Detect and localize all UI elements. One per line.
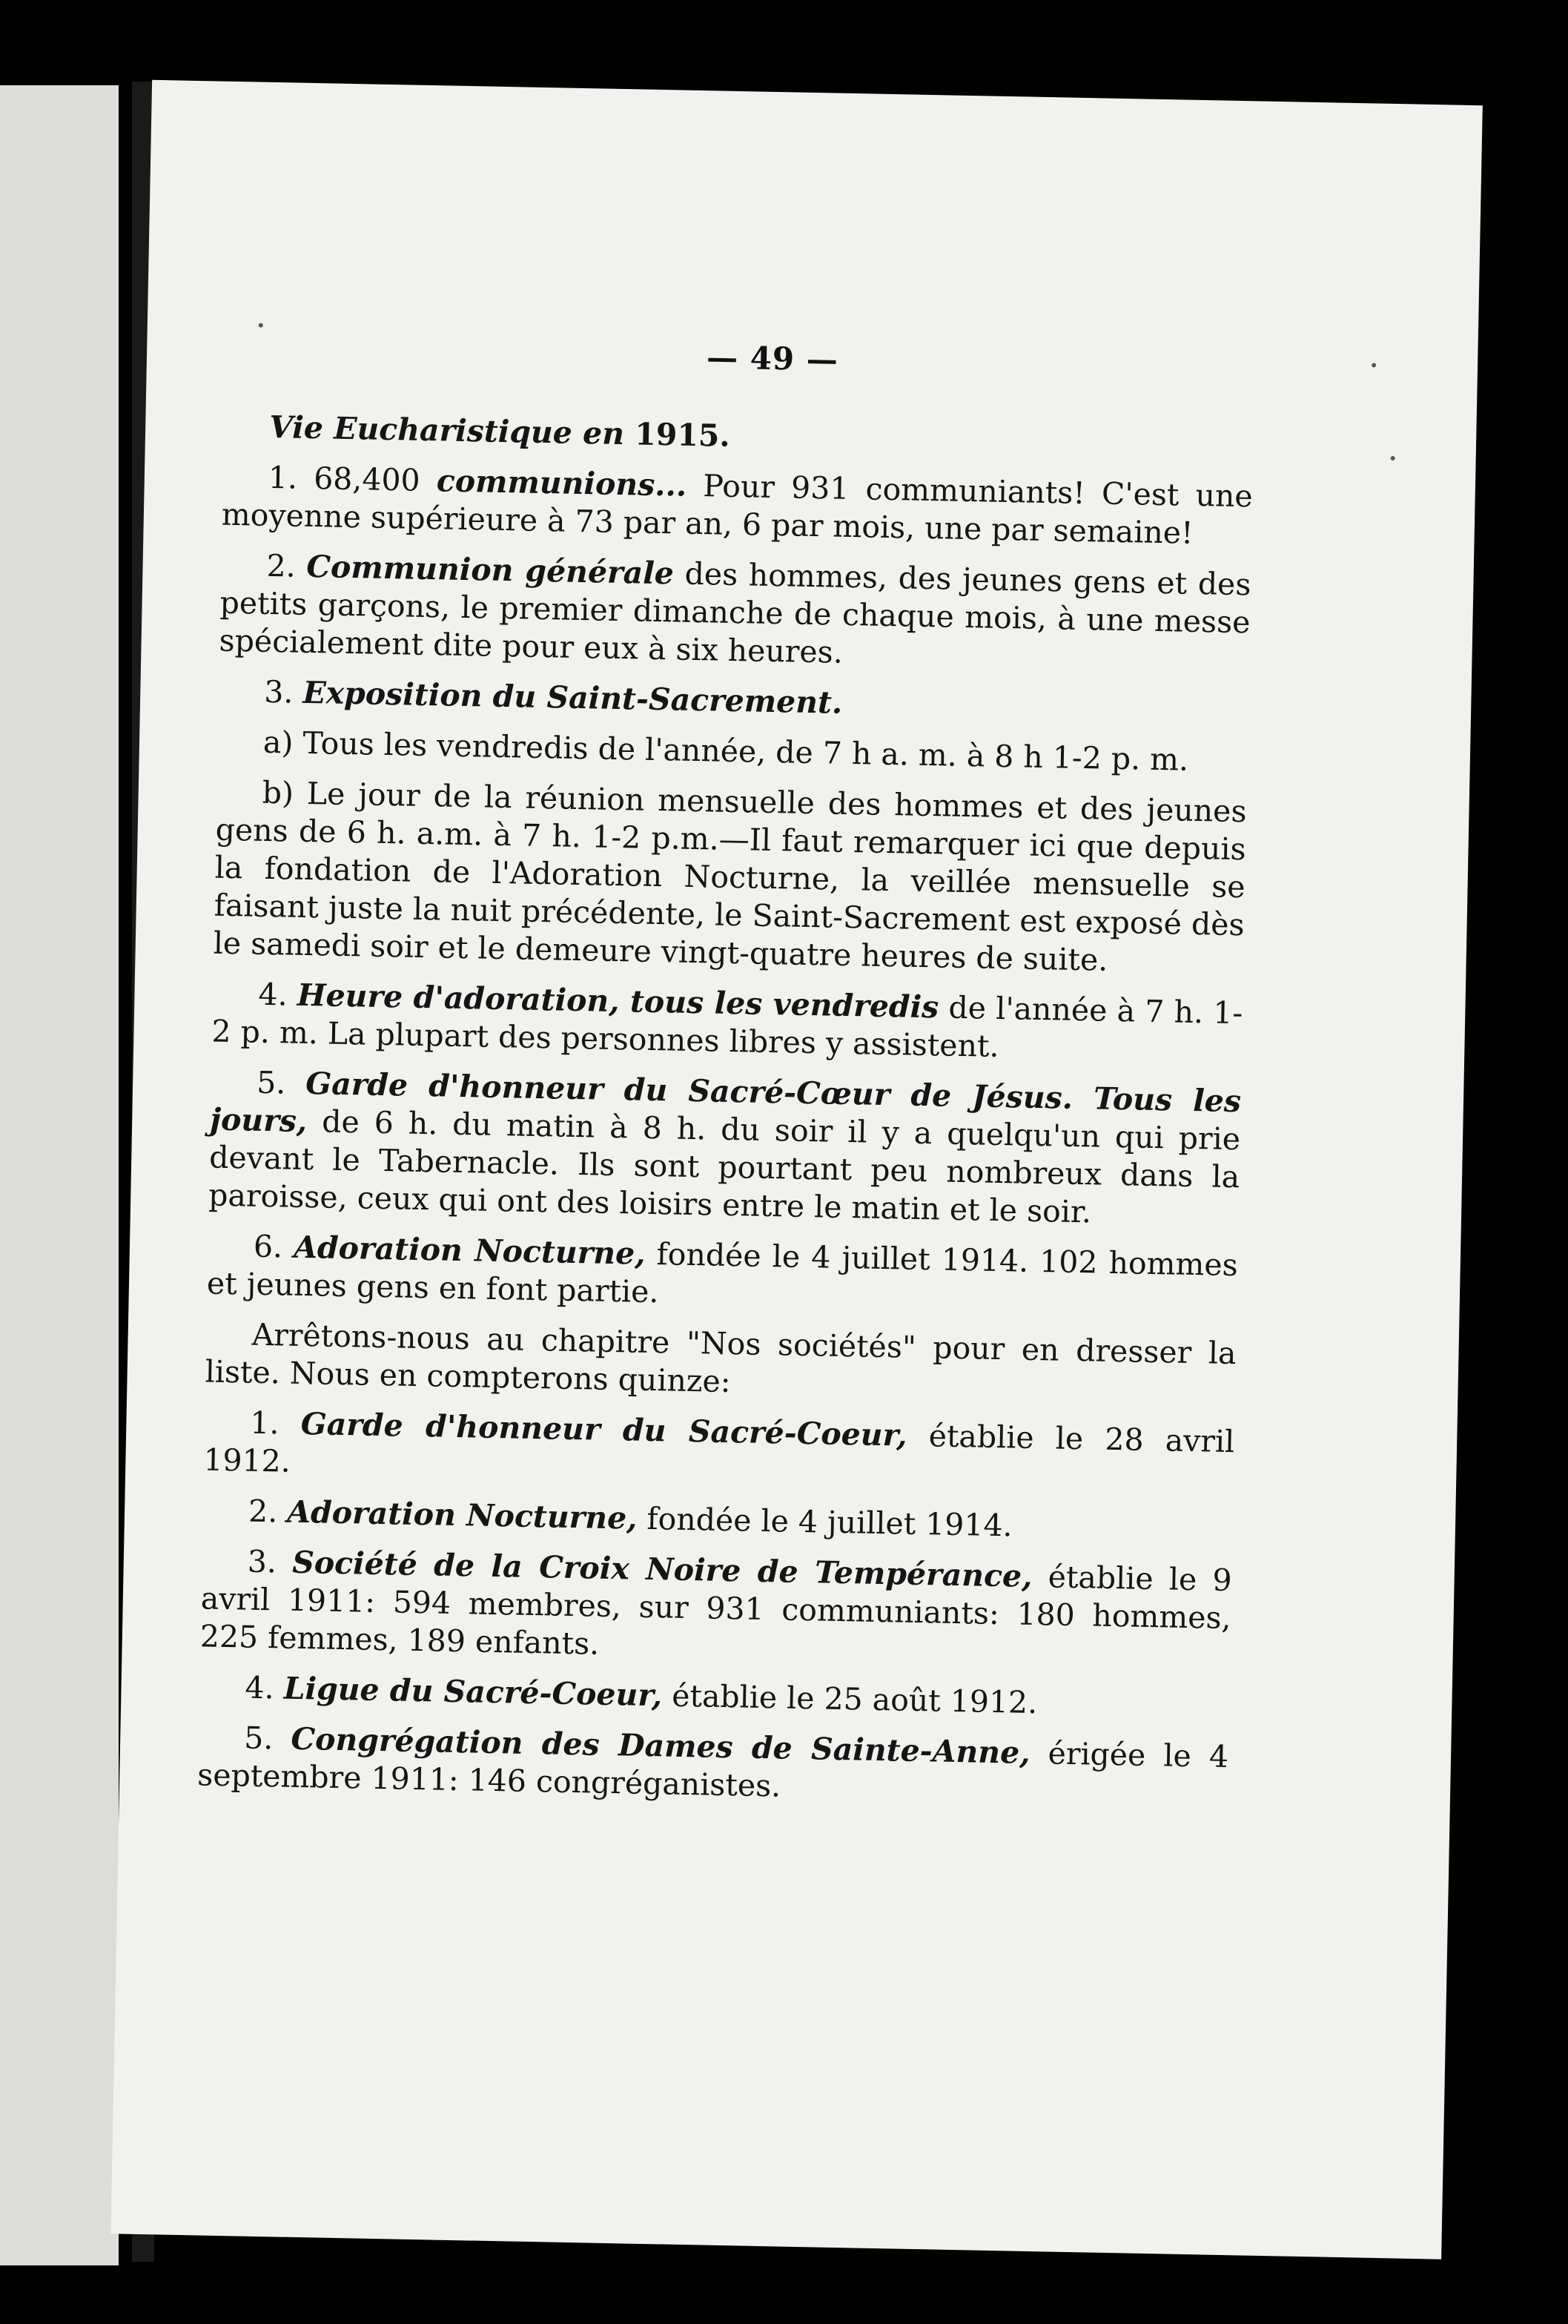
item-title: Adoration Nocturne,	[293, 1229, 646, 1272]
item-title: Congrégation des Dames de Sainte-Anne,	[291, 1720, 1031, 1771]
paragraph	[217, 723, 1248, 781]
item-number: 3.	[263, 673, 303, 710]
paragraph	[219, 547, 1251, 680]
item-number: 6.	[253, 1228, 294, 1265]
item-text: établie le 28 avril 1912.	[202, 1417, 1235, 1479]
paragraph	[202, 1491, 1234, 1549]
item-title: communions...	[436, 463, 687, 504]
book-page	[110, 80, 1482, 2259]
dust-speck	[259, 323, 263, 328]
item-number: 5.	[243, 1720, 291, 1757]
item-number: 3.	[247, 1543, 293, 1580]
paragraph	[199, 1668, 1230, 1726]
previous-page-edge	[0, 85, 119, 2265]
heading-italic: Vie Eucharistique en	[268, 409, 625, 452]
item-number: 4.	[245, 1669, 285, 1706]
item-number: 2.	[266, 547, 307, 584]
paragraph	[203, 1403, 1235, 1499]
page-body	[196, 408, 1254, 1826]
item-number: 4.	[258, 976, 298, 1013]
item-text: Arrêtons-nous au chapitre "Nos sociétés" pour en dresser la liste. Nous en compterons quinze:	[205, 1316, 1237, 1400]
item-title: Adoration Nocturne,	[286, 1493, 638, 1536]
item-number: 5.	[256, 1064, 306, 1101]
item-title: Exposition du Saint-Sacrement.	[302, 674, 843, 721]
heading-year: 1915.	[623, 416, 731, 454]
dust-speck	[1391, 456, 1395, 460]
item-text: de l'année à 7 h. 1-2 p. m. La plupart des personnes libres y assistent.	[211, 989, 1243, 1064]
dust-speck	[1372, 363, 1376, 367]
paragraph	[221, 458, 1253, 554]
item-title: Heure d'adoration, tous les vendredis	[297, 977, 939, 1026]
item-text: Le jour de la réunion mensuelle des hommes et des jeunes gens de 6 h. a.m. à 7 h. 1-2 p.m.—Il faut remarquer ici que depuis la fondation de l'Adoration Nocturne, la veillée mensuelle se faisant juste la nuit précédente, le Saint-Sacrement est exposé dès le samedi soir et le demeure vingt-quatre heures de suite.	[213, 775, 1247, 978]
item-title: Garde d'honneur du Sacré-Coeur,	[300, 1405, 907, 1453]
paragraph	[208, 1063, 1242, 1235]
item-title: Ligue du Sacré-Coeur,	[283, 1670, 663, 1714]
item-number: a)	[262, 724, 303, 761]
item-text: fondée le 4 juillet 1914.	[636, 1500, 1013, 1544]
item-title: Communion générale	[305, 548, 675, 592]
item-number: 2.	[248, 1493, 288, 1530]
item-text: de 6 h. du matin à 8 h. du soir il y a quelqu'un qui prie devant le Tabernacle. Ils sont pourtant peu nombreux dans la paroisse, ceux qui ont des loisirs entre le matin et le soir.	[208, 1103, 1241, 1230]
paragraph	[197, 1718, 1229, 1814]
item-title: Garde d'honneur du Sacré-Cœur de Jésus. Tous les jours,	[209, 1065, 1242, 1140]
paragraph	[199, 1542, 1232, 1675]
item-number: 1.	[249, 1404, 302, 1442]
page-number: — 49 —	[706, 339, 839, 378]
item-text: fondée le 4 juillet 1914. 102 hommes et jeunes gens en font partie.	[206, 1235, 1239, 1310]
item-text: établie le 9 avril 1911: 594 membres, sur 931 communiants: 180 hommes, 225 femmes, 189 enfants.	[199, 1558, 1233, 1662]
item-number: 1. 68,400	[268, 459, 437, 499]
item-number: b)	[262, 774, 308, 811]
item-text: des hommes, des jeunes gens et des petits garçons, le premier dimanche de chaque mois, à une messe spécialement dite pour eux à six heures.	[219, 555, 1251, 670]
paragraph	[207, 1227, 1239, 1323]
paragraph	[205, 1315, 1237, 1410]
item-text: Tous les vendredis de l'année, de 7 h a. m. à 8 h 1-2 p. m.	[302, 724, 1189, 778]
item-title: Société de la Croix Noire de Tempérance,	[291, 1544, 1033, 1594]
paragraph	[218, 673, 1249, 730]
paragraph	[211, 975, 1243, 1071]
paragraph	[213, 773, 1247, 983]
section-heading	[223, 408, 1254, 466]
item-text: établie le 25 août 1912.	[661, 1677, 1038, 1721]
item-text: érigée le 4 septembre 1911: 146 congréganistes.	[196, 1734, 1229, 1804]
item-text: Pour 931 communiants! C'est une moyenne supérieure à 73 par an, 6 par mois, une par semaine!	[221, 467, 1254, 551]
